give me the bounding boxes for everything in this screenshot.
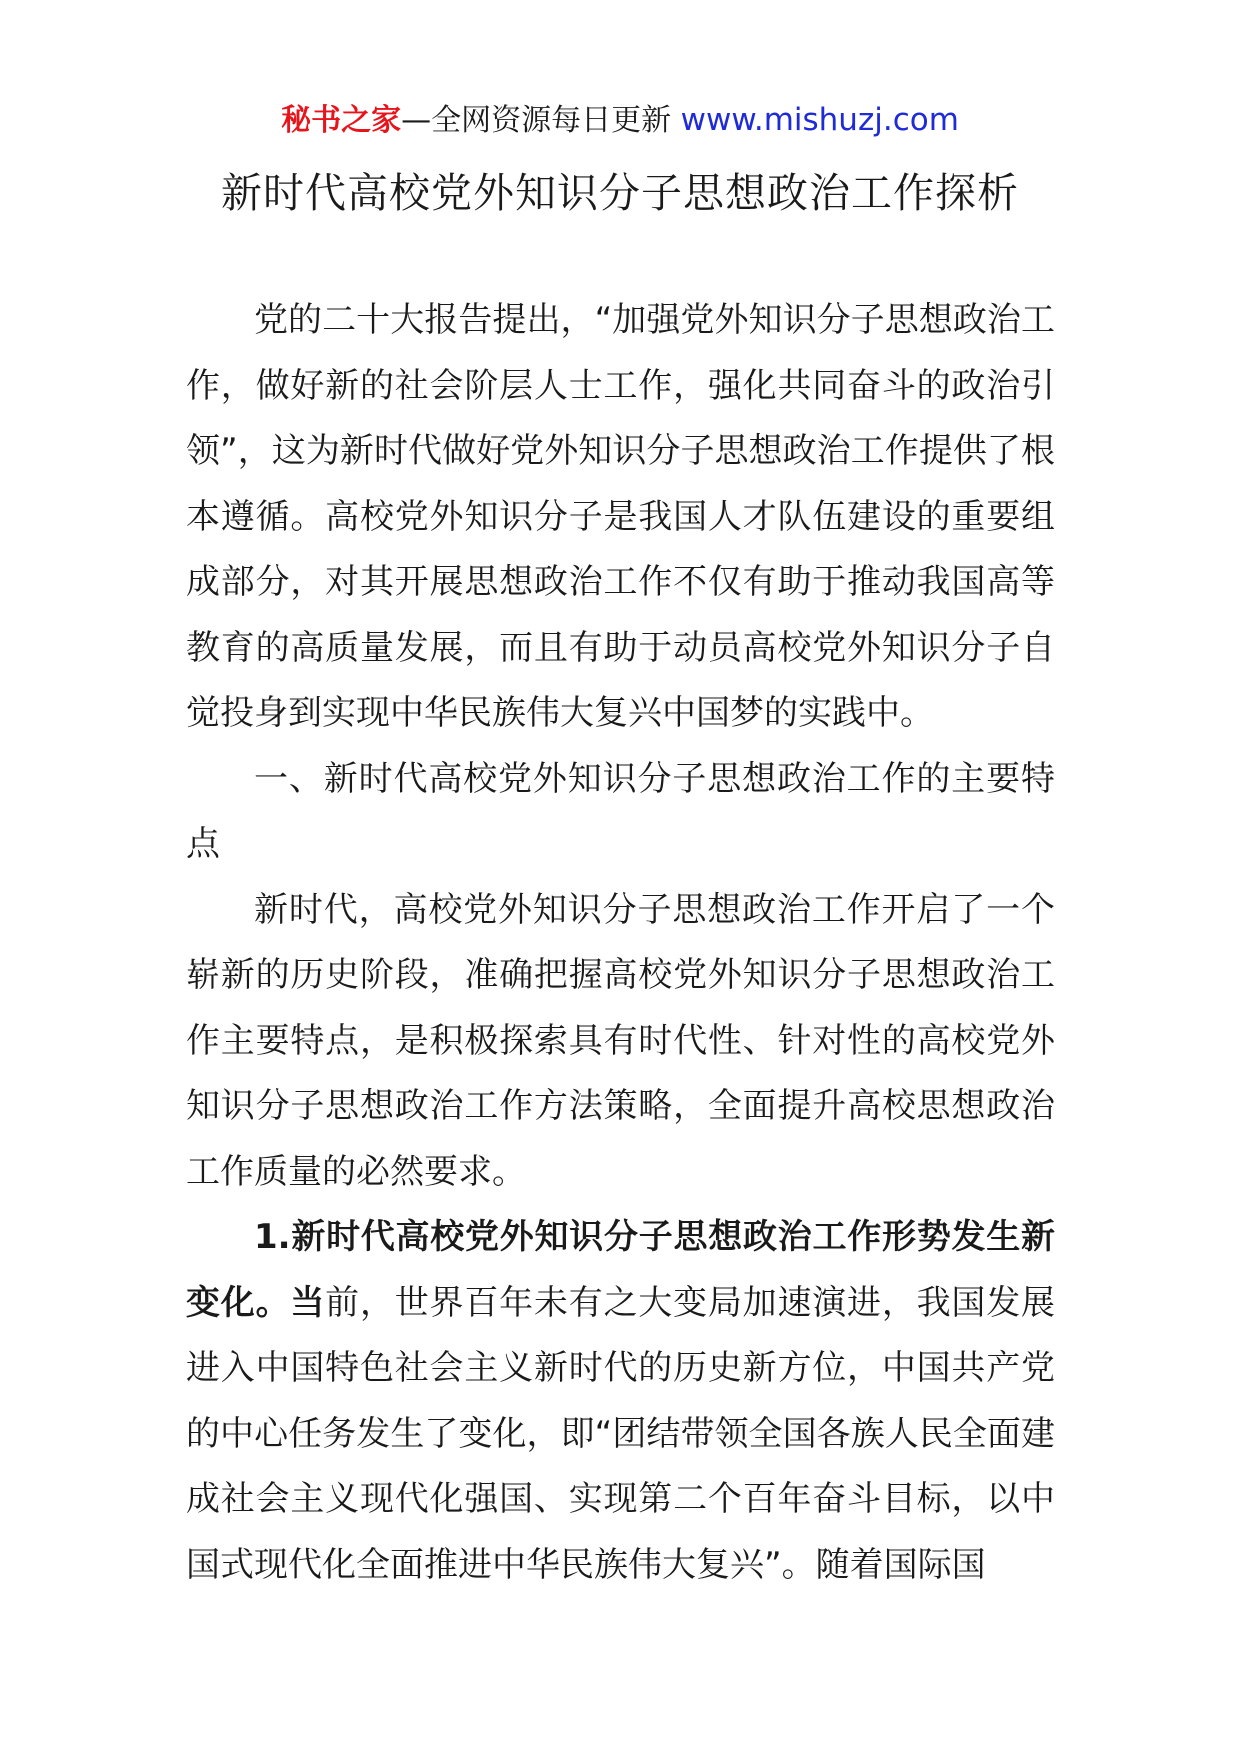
document-title: 新时代高校党外知识分子思想政治工作探析: [221, 169, 1019, 217]
paragraph-section1: 新时代，高校党外知识分子思想政治工作开启了一个崭新的历史阶段，准确把握高校党外知识分子思想政治工作主要特点，是积极探索具有时代性、针对性的高校党外知识分子思想政治工作方法策略，全面提升高校思想政治工作质量的必然要求。: [186, 889, 1055, 1192]
section-heading-1: 一、新时代高校党外知识分子思想政治工作的主要特点: [186, 758, 1055, 864]
paragraph-point-1: [186, 1205, 1055, 1598]
point-1-heading: 1.新时代高校党外知识分子思想政治工作形势发生新变化。当: [186, 1217, 1055, 1323]
site-url-link[interactable]: www.mishuzj.com: [680, 102, 959, 138]
point-1-text: 前，世界百年未有之大变局加速演进，我国发展进入中国特色社会主义新时代的历史新方位，中国共产党的中心任务发生了变化，即“团结带领全国各族人民全面建成社会主义现代化强国、实现第二个百年奋斗目标，以中国式现代化全面推进中华民族伟大复兴”。随着国际国: [186, 1282, 1056, 1585]
site-brand: 秘书之家: [281, 103, 402, 138]
site-header: [0, 98, 1240, 143]
site-tagline: —全网资源每日更新: [401, 103, 681, 138]
document-body: [186, 288, 1055, 1598]
paragraph-intro: 党的二十大报告提出，“加强党外知识分子思想政治工作，做好新的社会阶层人士工作，强化共同奋斗的政治引领”，这为新时代做好党外知识分子思想政治工作提供了根本遵循。高校党外知识分子是我国人才队伍建设的重要组成部分，对其开展思想政治工作不仅有助于推动我国高等教育的高质量发展，而且有助于动员高校党外知识分子自觉投身到实现中华民族伟大复兴中国梦的实践中。: [186, 300, 1055, 733]
